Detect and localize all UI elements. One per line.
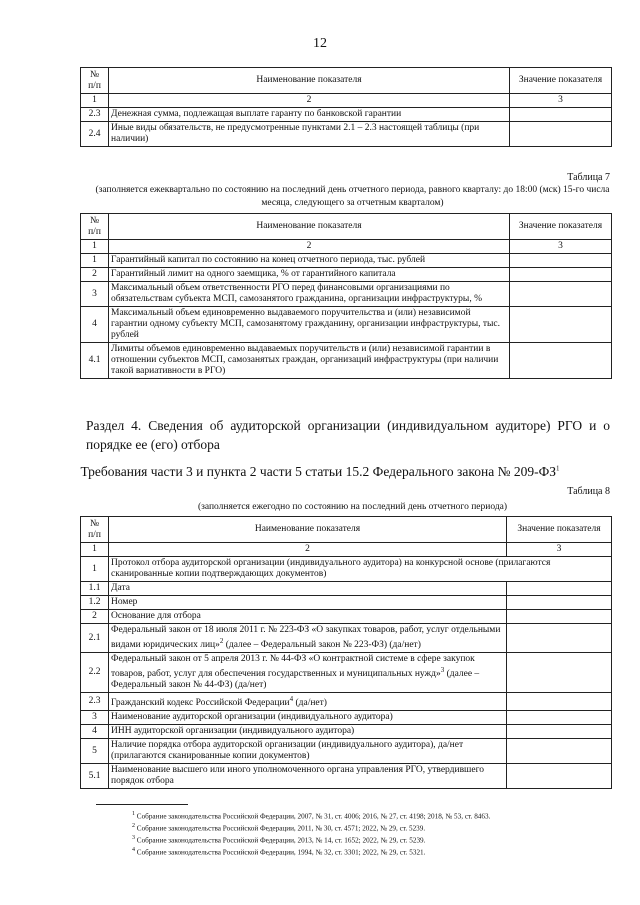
footnote-ref: 3 [440, 666, 445, 675]
row-label [109, 725, 507, 739]
row-value-cell [510, 268, 612, 282]
footnote [132, 810, 490, 822]
row-number: 2 [81, 268, 109, 282]
table-8-body [81, 517, 612, 789]
row-label-text: Номер [111, 597, 138, 607]
row-label [109, 343, 510, 379]
col-header-value: Значение показателя [507, 517, 612, 543]
row-label [109, 582, 507, 596]
requirement-heading [0, 464, 640, 480]
row-value-cell [507, 624, 612, 653]
col-number: 3 [507, 543, 612, 557]
row-label [109, 307, 510, 343]
footnote-ref: 4 [289, 695, 294, 704]
row-number: 2.3 [81, 108, 109, 122]
footnote-number: 3 [132, 834, 135, 841]
row-value-cell [507, 725, 612, 739]
table-row [81, 282, 612, 307]
row-value-cell [507, 739, 612, 764]
requirement-text: Требования части 3 и пункта 2 части 5 статьи 15.2 Федерального закона № 209-ФЗ [80, 464, 557, 479]
row-value-cell [507, 693, 612, 711]
row-number: 3 [81, 282, 109, 307]
row-value-cell [507, 653, 612, 693]
col-header-num: № п/п [81, 517, 109, 543]
table-row [81, 764, 612, 789]
table-row [81, 307, 612, 343]
col-number: 2 [109, 543, 507, 557]
col-header-value: Значение показателя [510, 68, 612, 94]
col-header-name: Наименование показателя [109, 517, 507, 543]
footnote-text: Собрание законодательства Российской Федерации, 1994, № 32, ст. 3301; 2022, № 29, ст. 5321. [136, 848, 426, 857]
table-row [81, 610, 612, 624]
row-label-text: Максимальный объем единовременно выдаваемого поручительства и (или) независимой гарантии одному субъекту МСП, самозанятому гражданину, организации инфраструктуры, тыс. рублей [111, 308, 500, 340]
row-value-cell [510, 254, 612, 268]
row-label-text: Основание для отбора [111, 611, 201, 621]
row-value-cell [507, 764, 612, 789]
row-number: 1.1 [81, 582, 109, 596]
row-number: 2.2 [81, 653, 109, 693]
row-number: 3 [81, 711, 109, 725]
row-label [109, 596, 507, 610]
row-label [109, 557, 612, 582]
col-number: 1 [81, 543, 109, 557]
row-number: 2.4 [81, 122, 109, 147]
table-row [81, 711, 612, 725]
row-label [109, 610, 507, 624]
table-header-row [81, 517, 612, 543]
table-row [81, 254, 612, 268]
row-label [109, 108, 510, 122]
row-label-text-cont: (далее – Федеральный закон № 223-ФЗ) (да/нет) [223, 640, 421, 651]
row-label [109, 268, 510, 282]
col-header-name: Наименование показателя [109, 68, 510, 94]
row-label-text: Гражданский кодекс Российской Федерации [111, 698, 290, 709]
row-label-text: Федеральный закон от 5 апреля 2013 г. № 44-ФЗ «О контрактной системе в сфере закупок товаров, работ, услуг для обеспечения государственных и муниципальных нужд» [111, 654, 475, 680]
footnote-text: Собрание законодательства Российской Федерации, 2011, № 30, ст. 4571; 2022, № 29, ст. 5239. [136, 824, 426, 833]
row-number: 1 [81, 254, 109, 268]
row-label-text: Федеральный закон от 18 июля 2011 г. № 223-ФЗ «О закупках товаров, работ, услуг отдельными видами юридических лиц» [111, 625, 501, 651]
row-value-cell [510, 282, 612, 307]
table-row [81, 725, 612, 739]
row-label [109, 653, 507, 693]
row-number: 4.1 [81, 343, 109, 379]
row-label-text-cont: (далее – Федеральный закон № 44-ФЗ) (да/нет) [111, 669, 480, 691]
table-7-body [81, 214, 612, 379]
col-number: 1 [81, 94, 109, 108]
col-header-name: Наименование показателя [109, 214, 510, 240]
table-row [81, 122, 612, 147]
row-number: 5.1 [81, 764, 109, 789]
col-header-num: № п/п [81, 214, 109, 240]
row-label-text: Дата [111, 583, 130, 593]
col-header-num: № п/п [81, 68, 109, 94]
continuation-table-body [81, 68, 612, 147]
row-label [109, 254, 510, 268]
footnote-text: Собрание законодательства Российской Федерации, 2013, № 14, ст. 1652; 2022, № 29, ст. 5239. [136, 836, 426, 845]
footnote [132, 834, 490, 846]
table7-note: (заполняется ежеквартально по состоянию на последний день отчетного периода, равного кварталу: до 18:00 (мск) 15-го числа месяца, следующего за отчетным кварталом) [95, 185, 610, 208]
footnote [132, 846, 490, 858]
footnotes [132, 810, 490, 858]
continuation-table [80, 67, 612, 147]
col-number: 3 [510, 240, 612, 254]
row-number: 5 [81, 739, 109, 764]
row-value-cell [507, 610, 612, 624]
row-label-text: Максимальный объем ответственности РГО перед финансовыми организациями по обязательствам субъекта МСП, самозанятого гражданина, организации инфраструктуры, % [111, 283, 482, 304]
row-value-cell [510, 108, 612, 122]
footnote-text: Собрание законодательства Российской Федерации, 2007, № 31, ст. 4006; 2016, № 27, ст. 4198; 2018, № 53, ст. 8463. [136, 812, 491, 821]
table-row [81, 108, 612, 122]
row-value-cell [507, 596, 612, 610]
table8-caption: Таблица 8 [567, 486, 610, 497]
row-label-text: Гарантийный капитал по состоянию на конец отчетного периода, тыс. рублей [111, 255, 426, 265]
table8-note: (заполняется ежегодно по состоянию на последний день отчетного периода) [197, 502, 508, 512]
table-8 [80, 516, 612, 789]
row-value-cell [510, 343, 612, 379]
table-row [81, 268, 612, 282]
row-label [109, 122, 510, 147]
footnote-ref: 2 [219, 637, 224, 645]
page-number: 12 [313, 36, 327, 51]
column-number-row [81, 240, 612, 254]
row-label-text: ИНН аудиторской организации (индивидуального аудитора) [111, 726, 355, 737]
row-label-text: Лимиты объемов единовременно выдаваемых поручительств и (или) независимой гарантии в отношении субъектов МСП, самозанятых граждан, организаций инфраструктуры (при наличии такой вариативности в РГО) [111, 344, 499, 376]
table-header-row [81, 214, 612, 240]
row-number: 2 [81, 610, 109, 624]
table-row [81, 582, 612, 596]
footnote-divider [96, 804, 188, 805]
row-value-cell [510, 307, 612, 343]
table-row [81, 596, 612, 610]
column-number-row [81, 543, 612, 557]
footnote-number: 4 [132, 846, 135, 853]
row-label-text: Наименование высшего или иного уполномоченного органа управления РГО, утвердившего порядок отбора [111, 765, 485, 787]
section-4-title: Раздел 4. Сведения об аудиторской организации (индивидуальном аудиторе) РГО и о порядке ее (его) отбора [86, 418, 610, 452]
row-label [109, 624, 507, 653]
footnote-number: 2 [132, 822, 135, 829]
row-value-cell [507, 711, 612, 725]
row-label [109, 693, 507, 711]
row-number: 1 [81, 557, 109, 582]
row-label-text: Гарантийный лимит на одного заемщика, % от гарантийного капитала [111, 269, 396, 279]
col-number: 2 [109, 94, 510, 108]
table-header-row [81, 68, 612, 94]
table-row [81, 343, 612, 379]
footnote [132, 822, 490, 834]
footnote-number: 1 [132, 811, 135, 817]
row-number: 2.3 [81, 693, 109, 711]
table-row [81, 693, 612, 711]
table-row [81, 557, 612, 582]
row-label-text: Денежная сумма, подлежащая выплате гаранту по банковской гарантии [111, 109, 402, 119]
table7-caption: Таблица 7 [567, 172, 610, 183]
row-label-text: Наличие порядка отбора аудиторской организации (индивидуального аудитора), да/нет (прилагаются сканированные копии документов) [111, 740, 464, 762]
table-row [81, 624, 612, 653]
table-row [81, 653, 612, 693]
footnote-ref: 1 [556, 464, 560, 473]
column-number-row [81, 94, 612, 108]
col-header-value: Значение показателя [510, 214, 612, 240]
row-value-cell [510, 122, 612, 147]
table-7 [80, 213, 612, 379]
row-number: 4 [81, 307, 109, 343]
row-number: 2.1 [81, 624, 109, 653]
row-label-text-cont: (да/нет) [293, 698, 327, 709]
row-label-text: Протокол отбора аудиторской организации (индивидуального аудитора) на конкурсной основе (прилагаются сканированные копии подтверждающих документов) [111, 558, 551, 579]
col-number: 1 [81, 240, 109, 254]
row-label-text: Наименование аудиторской организации (индивидуального аудитора) [111, 712, 393, 723]
row-label [109, 764, 507, 789]
row-label [109, 282, 510, 307]
row-value-cell [507, 582, 612, 596]
row-label-text: Иные виды обязательств, не предусмотренные пунктами 2.1 – 2.3 настоящей таблицы (при наличии) [111, 123, 480, 144]
row-number: 1.2 [81, 596, 109, 610]
row-label [109, 711, 507, 725]
row-label [109, 739, 507, 764]
col-number: 2 [109, 240, 510, 254]
table-row [81, 739, 612, 764]
row-number: 4 [81, 725, 109, 739]
col-number: 3 [510, 94, 612, 108]
